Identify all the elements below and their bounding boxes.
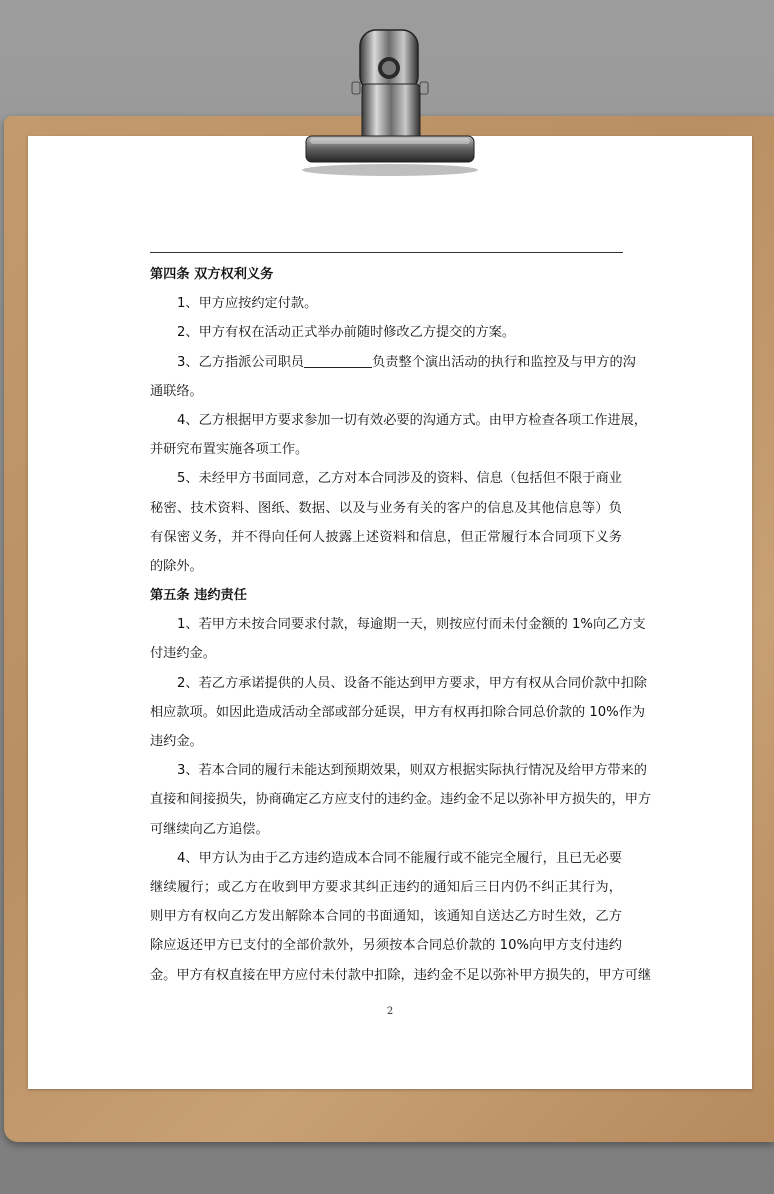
- paragraph-line: 5、未经甲方书面同意，乙方对本合同涉及的资料、信息（包括但不限于商业: [177, 471, 622, 487]
- paragraph-line: 直接和间接损失，协商确定乙方应支付的违约金。违约金不足以弥补甲方损失的，甲方: [150, 792, 652, 808]
- paragraph-line: 1、甲方应按约定付款。: [177, 296, 318, 312]
- document-body: [150, 260, 652, 990]
- paragraph-line: 继续履行；或乙方在收到甲方要求其纠正违约的通知后三日内仍不纠正其行为，: [150, 879, 622, 895]
- paragraph-line: 付违约金。: [150, 646, 216, 662]
- paragraph-line: 2、甲方有权在活动正式举办前随时修改乙方提交的方案。: [177, 325, 516, 341]
- line-text-before-blank: 3、乙方指派公司职员: [177, 354, 305, 370]
- paragraph-line: 则甲方有权向乙方发出解除本合同的书面通知，该通知自送达乙方时生效，乙方: [150, 909, 622, 925]
- paragraph-line: 4、乙方根据甲方要求参加一切有效必要的沟通方式。由甲方检查各项工作进展，: [177, 412, 647, 428]
- section-heading: 第四条 双方权利义务: [150, 267, 274, 282]
- paragraph-line: 1、若甲方未按合同要求付款，每逾期一天，则按应付而未付金额的 1%向乙方支: [177, 617, 646, 633]
- paragraph-line: 秘密、技术资料、图纸、数据、以及与业务有关的客户的信息及其他信息等）负: [150, 500, 622, 516]
- paragraph-line: 并研究布置实施各项工作。: [150, 442, 309, 458]
- paragraph-line: 金。甲方有权直接在甲方应付未付款中扣除，违约金不足以弥补甲方损失的，甲方可继: [150, 967, 652, 983]
- paragraph-line: 相应款项。如因此造成活动全部或部分延误，甲方有权再扣除合同总价款的 10%作为: [150, 704, 646, 720]
- paragraph-line: 通联络。: [150, 383, 203, 399]
- paragraph-line: 的除外。: [150, 558, 203, 574]
- paragraph-line: 违约金。: [150, 734, 203, 749]
- header-rule: [150, 252, 623, 253]
- paragraph-line: 3、若本合同的履行未能达到预期效果，则双方根据实际执行情况及给甲方带来的: [177, 763, 647, 779]
- paragraph-line: [150, 348, 636, 377]
- paragraph-line: 除应返还甲方已支付的全部价款外，另须按本合同总价款的 10%向甲方支付违约: [150, 938, 622, 954]
- section-heading: 第五条 违约责任: [150, 588, 247, 604]
- document-page: [28, 136, 752, 1089]
- paragraph-line: 可继续向乙方追偿。: [150, 821, 269, 837]
- paragraph-line: 2、若乙方承诺提供的人员、设备不能达到甲方要求，甲方有权从合同价款中扣除: [177, 675, 647, 691]
- paragraph-line: 有保密义务，并不得向任何人披露上述资料和信息，但正常履行本合同项下义务: [150, 529, 622, 545]
- page-number: 2: [386, 1006, 394, 1017]
- fill-in-blank: [304, 353, 372, 368]
- paragraph-line: 4、甲方认为由于乙方违约造成本合同不能履行或不能完全履行，且已无必要: [177, 850, 622, 866]
- binder-clip-icon: [300, 24, 480, 180]
- line-text-after-blank: 负责整个演出活动的执行和监控及与甲方的沟: [372, 354, 636, 370]
